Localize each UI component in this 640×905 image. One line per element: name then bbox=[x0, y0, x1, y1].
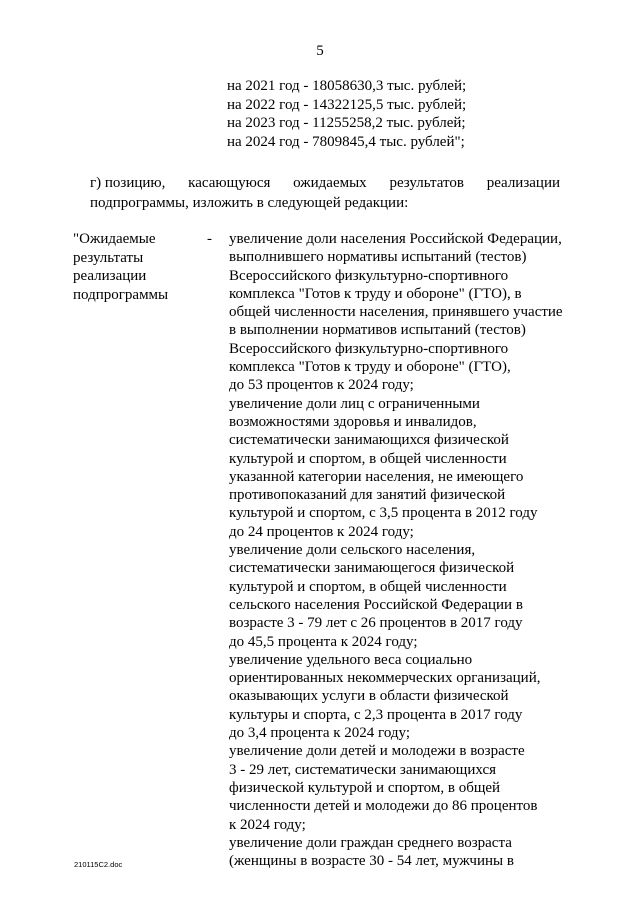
result-line: 3 - 29 лет, систематически занимающихся bbox=[229, 761, 497, 778]
result-line: возрасте 3 - 79 лет с 26 процентов в 2017 году bbox=[229, 615, 523, 632]
label-line: результаты bbox=[73, 249, 144, 266]
result-line: культурой и спортом, с 3,5 процента в 2012 году bbox=[229, 505, 538, 522]
separator-dash: - bbox=[207, 231, 212, 247]
result-line: культуры и спорта, с 2,3 процента в 2017 году bbox=[229, 706, 523, 723]
result-line: ориентированных некоммерческих организаций, bbox=[229, 670, 541, 687]
result-line: комплекса "Готов к труду и обороне" (ГТО), в bbox=[229, 285, 522, 302]
paragraph-word: реализации bbox=[486, 175, 560, 191]
label-line: подпрограммы bbox=[73, 286, 169, 303]
paragraph-word: касающуюся bbox=[188, 175, 271, 191]
result-line: численности детей и молодежи до 86 процентов bbox=[229, 798, 538, 815]
result-line: сельского населения Российской Федерации в bbox=[229, 596, 523, 613]
paragraph-line bbox=[90, 173, 560, 193]
paragraph-word: ожидаемых bbox=[293, 175, 367, 191]
result-line: физической культурой и спортом, в общей bbox=[229, 779, 501, 796]
funding-line: на 2023 год - 11255258,2 тыс. рублей; bbox=[227, 115, 466, 131]
result-line: до 45,5 процента к 2024 году; bbox=[229, 633, 418, 650]
result-line: до 24 процентов к 2024 году; bbox=[229, 523, 414, 540]
result-line: Всероссийского физкультурно-спортивного bbox=[229, 340, 509, 357]
result-line: противопоказаний для занятий физической bbox=[229, 487, 506, 504]
result-line: комплекса "Готов к труду и обороне" (ГТО), bbox=[229, 359, 511, 376]
label-line: "Ожидаемые bbox=[73, 231, 156, 247]
position-label bbox=[73, 230, 168, 304]
paragraph-word: г) позицию, bbox=[90, 175, 166, 191]
funding-line: на 2021 год - 18058630,3 тыс. рублей; bbox=[227, 78, 467, 94]
result-line: возможностями здоровья и инвалидов, bbox=[229, 413, 477, 430]
funding-line: на 2024 год - 7809845,4 тыс. рублей"; bbox=[227, 133, 465, 150]
paragraph-line: подпрограммы, изложить в следующей редакции: bbox=[90, 195, 409, 211]
result-line: указанной категории населения, не имеющего bbox=[229, 468, 524, 485]
page-number: 5 bbox=[316, 43, 324, 59]
result-line: общей численности населения, принявшего участие bbox=[229, 304, 563, 321]
result-line: систематически занимающихся физической bbox=[229, 432, 509, 449]
result-line: увеличение удельного веса социально bbox=[229, 651, 473, 668]
result-line: оказывающих услуги в области физической bbox=[229, 688, 509, 705]
result-line: Всероссийского физкультурно-спортивного bbox=[229, 267, 509, 284]
result-line: культурой и спортом, в общей численности bbox=[229, 578, 507, 595]
amendment-paragraph bbox=[90, 173, 560, 213]
result-line: увеличение доли лиц с ограниченными bbox=[229, 395, 480, 412]
result-line: (женщины в возрасте 30 - 54 лет, мужчины в bbox=[229, 853, 514, 870]
funding-line: на 2022 год - 14322125,5 тыс. рублей; bbox=[227, 96, 467, 113]
label-line: реализации bbox=[73, 268, 147, 284]
result-line: выполнившего нормативы испытаний (тестов) bbox=[229, 249, 527, 266]
result-line: увеличение доли сельского населения, bbox=[229, 542, 476, 559]
paragraph-word: результатов bbox=[389, 175, 464, 191]
result-line: увеличение доли граждан среднего возраста bbox=[229, 834, 512, 851]
result-line: до 3,4 процента к 2024 году; bbox=[229, 725, 411, 742]
result-line: до 53 процентов к 2024 году; bbox=[229, 377, 414, 394]
funding-list bbox=[227, 77, 466, 151]
result-line: в выполнении нормативов испытаний (тестов) bbox=[229, 322, 526, 339]
result-line: систематически занимающегося физической bbox=[229, 560, 515, 577]
file-name-footer: 210115С2.doc bbox=[74, 860, 123, 869]
result-line: увеличение доли детей и молодежи в возрасте bbox=[229, 743, 525, 760]
result-line: культурой и спортом, в общей численности bbox=[229, 450, 507, 467]
result-line: увеличение доли населения Российской Федерации, bbox=[229, 231, 562, 247]
expected-results-text bbox=[229, 230, 569, 870]
result-line: к 2024 году; bbox=[229, 816, 306, 833]
